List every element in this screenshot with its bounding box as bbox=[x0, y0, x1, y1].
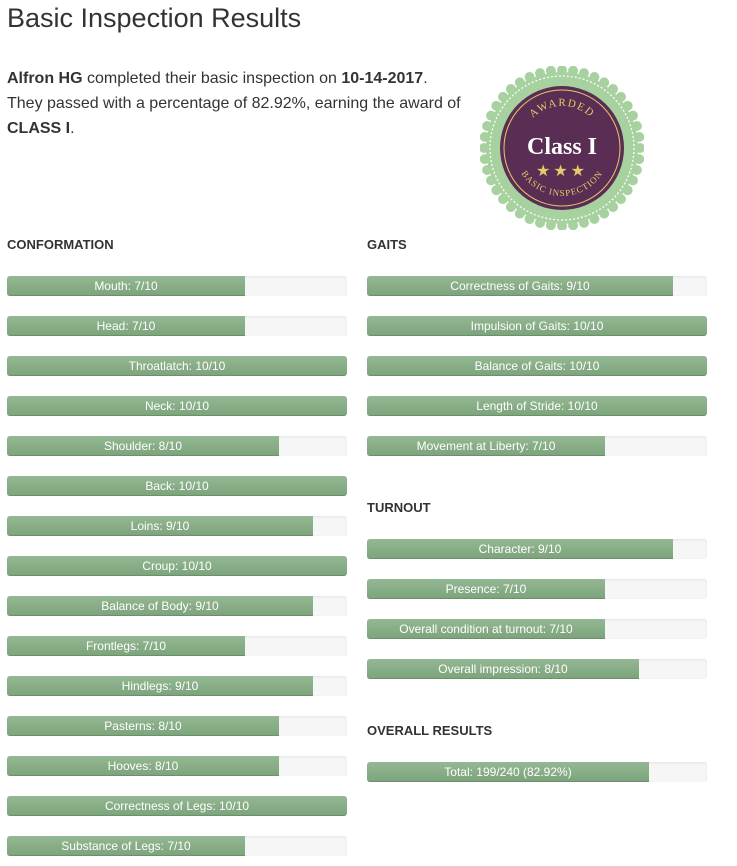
progress-bar-fill bbox=[7, 596, 313, 616]
progress-bar-gaits bbox=[367, 276, 707, 296]
progress-bar-label: Balance of Body: 9/10 bbox=[101, 599, 219, 613]
progress-bar-fill bbox=[7, 556, 347, 576]
progress-bar-conformation bbox=[7, 836, 347, 856]
progress-bar-overall bbox=[367, 762, 707, 782]
progress-bar-label: Balance of Gaits: 10/10 bbox=[474, 359, 600, 373]
progress-bar-label: Overall impression: 8/10 bbox=[438, 662, 568, 676]
progress-bar-label: Impulsion of Gaits: 10/10 bbox=[470, 319, 604, 333]
progress-bar-turnout bbox=[367, 659, 707, 679]
progress-bar-conformation bbox=[7, 716, 347, 736]
page-title: Basic Inspection Results bbox=[7, 3, 302, 33]
progress-bar-label: Croup: 10/10 bbox=[142, 559, 212, 573]
progress-bar-fill bbox=[367, 579, 605, 599]
inspection-date: 10-14-2017 bbox=[341, 70, 424, 87]
progress-bar-turnout bbox=[367, 539, 707, 559]
progress-bar-fill bbox=[7, 356, 347, 376]
progress-bar-label: Overall condition at turnout: 7/10 bbox=[399, 622, 573, 636]
progress-bar-conformation bbox=[7, 636, 347, 656]
progress-bar-fill bbox=[367, 539, 673, 559]
award-badge-icon bbox=[480, 66, 644, 230]
progress-bar-fill bbox=[7, 756, 279, 776]
progress-bar-fill bbox=[367, 276, 673, 296]
progress-bar-label: Loins: 9/10 bbox=[130, 519, 190, 533]
progress-bar-fill bbox=[7, 476, 347, 496]
progress-bar-label: Throatlatch: 10/10 bbox=[128, 359, 226, 373]
horse-name: Alfron HG bbox=[7, 70, 83, 87]
progress-bar-conformation bbox=[7, 796, 347, 816]
progress-bar-fill bbox=[367, 396, 707, 416]
progress-bar-fill bbox=[7, 396, 347, 416]
badge-top-text: AWARDED bbox=[527, 96, 597, 121]
progress-bar-fill bbox=[367, 619, 605, 639]
progress-bar-conformation bbox=[7, 476, 347, 496]
progress-bar-fill bbox=[7, 276, 245, 296]
progress-bar-label: Head: 7/10 bbox=[96, 319, 156, 333]
summary-text-1: completed their basic inspection on bbox=[82, 70, 342, 87]
progress-bar-label: Correctness of Legs: 10/10 bbox=[104, 799, 250, 813]
progress-bar-label: Neck: 10/10 bbox=[144, 399, 210, 413]
progress-bar-fill bbox=[367, 762, 649, 782]
progress-bar-label: Shoulder: 8/10 bbox=[103, 439, 183, 453]
progress-bar-turnout bbox=[367, 579, 707, 599]
award-class: CLASS I bbox=[7, 120, 71, 137]
progress-bar-gaits bbox=[367, 396, 707, 416]
progress-bar-conformation bbox=[7, 516, 347, 536]
progress-bar-fill bbox=[7, 436, 279, 456]
progress-bar-label: Pasterns: 8/10 bbox=[104, 719, 182, 733]
progress-bar-label: Hooves: 8/10 bbox=[107, 759, 179, 773]
summary-text-4: . bbox=[70, 120, 75, 137]
inspection-summary bbox=[7, 66, 467, 141]
progress-bar-fill bbox=[367, 356, 707, 376]
progress-bar-conformation bbox=[7, 356, 347, 376]
progress-bar-label: Hindlegs: 9/10 bbox=[121, 679, 199, 693]
progress-bar-fill bbox=[7, 316, 245, 336]
progress-bar-fill bbox=[7, 716, 279, 736]
progress-bar-fill bbox=[367, 436, 605, 456]
section-heading-overall: OVERALL RESULTS bbox=[367, 723, 493, 738]
progress-bar-gaits bbox=[367, 436, 707, 456]
progress-bar-label: Length of Stride: 10/10 bbox=[476, 399, 598, 413]
section-heading-gaits: GAITS bbox=[367, 237, 407, 252]
progress-bar-conformation bbox=[7, 676, 347, 696]
progress-bar-fill bbox=[7, 676, 313, 696]
progress-bar-turnout bbox=[367, 619, 707, 639]
section-heading-conformation: CONFORMATION bbox=[7, 237, 114, 252]
progress-bar-label: Character: 9/10 bbox=[478, 542, 562, 556]
badge-stars: ★★★ bbox=[535, 163, 589, 180]
progress-bar-fill bbox=[7, 636, 245, 656]
progress-bar-conformation bbox=[7, 756, 347, 776]
progress-bar-label: Correctness of Gaits: 9/10 bbox=[450, 279, 590, 293]
progress-bar-fill bbox=[367, 659, 639, 679]
progress-bar-gaits bbox=[367, 356, 707, 376]
progress-bar-fill bbox=[7, 836, 245, 856]
progress-bar-gaits bbox=[367, 316, 707, 336]
progress-bar-conformation bbox=[7, 396, 347, 416]
progress-bar-conformation bbox=[7, 596, 347, 616]
progress-bar-label: Presence: 7/10 bbox=[445, 582, 527, 596]
progress-bar-label: Total: 199/240 (82.92%) bbox=[444, 765, 572, 779]
section-heading-turnout: TURNOUT bbox=[367, 500, 431, 515]
summary-text-2: . bbox=[423, 70, 428, 87]
progress-bar-fill bbox=[7, 516, 313, 536]
summary-text-3: They passed with a percentage of 82.92%, earning the award of bbox=[7, 95, 461, 112]
progress-bar-conformation bbox=[7, 276, 347, 296]
badge-class-text: Class I bbox=[526, 134, 598, 160]
progress-bar-label: Back: 10/10 bbox=[145, 479, 209, 493]
progress-bar-label: Mouth: 7/10 bbox=[94, 279, 158, 293]
progress-bar-label: Frontlegs: 7/10 bbox=[85, 639, 167, 653]
progress-bar-fill bbox=[367, 316, 707, 336]
progress-bar-label: Movement at Liberty: 7/10 bbox=[416, 439, 556, 453]
progress-bar-conformation bbox=[7, 316, 347, 336]
progress-bar-fill bbox=[7, 796, 347, 816]
progress-bar-conformation bbox=[7, 436, 347, 456]
badge-bottom-text: BASIC INSPECTION bbox=[519, 168, 605, 199]
progress-bar-label: Substance of Legs: 7/10 bbox=[61, 839, 191, 853]
progress-bar-conformation bbox=[7, 556, 347, 576]
